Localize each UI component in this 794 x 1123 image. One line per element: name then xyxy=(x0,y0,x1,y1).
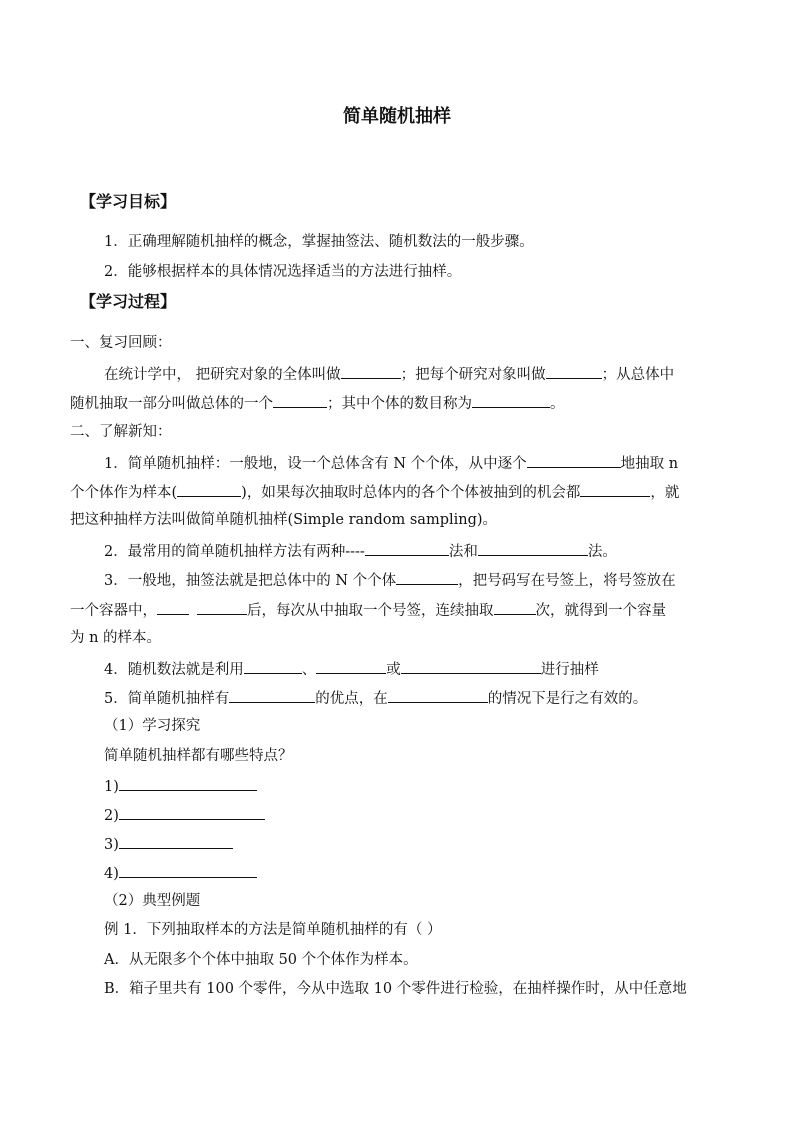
blank-feature-2 xyxy=(119,804,265,820)
item1-text-e: ，就 xyxy=(650,485,680,501)
objectives-heading: 【学习目标】 xyxy=(80,192,177,211)
example-1-question: 例 1．下列抽取样本的方法是简单随机抽样的有（ ） xyxy=(104,922,442,938)
example-1-option-a: A．从无限多个个体中抽取 50 个个体作为样本。 xyxy=(104,952,418,968)
blank-times xyxy=(494,599,536,615)
newknow-item1-line2 xyxy=(70,481,679,503)
item2-text-c: 法。 xyxy=(587,544,617,560)
newknow-item1-line3: 把这种抽样方法叫做简单随机抽样(Simple random sampling)。 xyxy=(70,512,498,528)
blank-sample-note xyxy=(177,481,241,497)
blank-tool-2 xyxy=(316,658,386,674)
review-text-1c: ；从总体中 xyxy=(601,367,675,383)
feature-label-4: 4) xyxy=(104,866,119,882)
feature-label-1: 1) xyxy=(104,779,119,795)
review-text-1b: ；把每个研究对象叫做 xyxy=(400,367,546,383)
feature-line-4 xyxy=(104,862,257,884)
blank-tool-1 xyxy=(244,658,302,674)
item2-text-b: 法和 xyxy=(448,544,478,560)
item2-text-a: 2．最常用的简单随机抽样方法有两种---- xyxy=(104,544,365,560)
newknow-item2 xyxy=(104,540,617,562)
blank-tool-3 xyxy=(401,658,541,674)
feature-label-3: 3) xyxy=(104,837,119,853)
blank-individual xyxy=(546,363,602,379)
newknow-item5 xyxy=(104,687,647,709)
newknow-item4 xyxy=(104,658,599,680)
item3-text-a: 3．一般地，抽签法就是把总体中的 N 个个体 xyxy=(104,573,397,589)
item5-text-c: 的情况下是行之有效的。 xyxy=(487,691,648,707)
blank-feature-4 xyxy=(119,862,257,878)
example-1-option-b: B．箱子里共有 100 个零件，今从中选取 10 个零件进行检验，在抽样操作时，从中任意地 xyxy=(104,981,687,997)
objective-item-1: 1．正确理解随机抽样的概念，掌握抽签法、随机数法的一般步骤。 xyxy=(104,234,534,250)
blank-condition xyxy=(388,687,488,703)
examples-heading: （2）典型例题 xyxy=(104,893,201,909)
review-paragraph-line2 xyxy=(70,392,565,414)
blank-one-by-one xyxy=(527,452,621,468)
blank-population xyxy=(341,363,401,379)
document-title: 简单随机抽样 xyxy=(343,106,451,127)
feature-line-2 xyxy=(104,804,265,826)
item3-text-d: 后，每次从中抽取一个号签，连续抽取 xyxy=(247,603,494,619)
item1-text-d: )，如果每次抽取时总体内的各个个体被抽到的机会都 xyxy=(241,485,581,501)
item1-text-c: 个个体作为样本( xyxy=(70,485,178,501)
newknow-item3-line1 xyxy=(104,569,676,591)
blank-method-1 xyxy=(365,540,449,556)
blank-sample xyxy=(273,392,327,408)
newknow-item3-line2 xyxy=(70,599,666,621)
blank-stir-2 xyxy=(197,599,247,615)
item4-text-d: 进行抽样 xyxy=(540,662,599,678)
objective-item-2: 2．能够根据样本的具体情况选择适当的方法进行抽样。 xyxy=(104,264,462,280)
explore-question: 简单随机抽样都有哪些特点？ xyxy=(104,748,293,764)
feature-line-3 xyxy=(104,833,233,855)
blank-equal-chance xyxy=(580,481,650,497)
item3-text-b: ，把号码写在号签上，将号签放在 xyxy=(458,573,676,589)
newknow-item3-line3: 为 n 的样本。 xyxy=(70,630,162,646)
item4-text-b: 、 xyxy=(301,662,317,678)
blank-feature-3 xyxy=(119,833,233,849)
newknow-item1-line1 xyxy=(104,452,678,474)
item5-text-b: 的优点，在 xyxy=(315,691,388,707)
item4-text-a: 4．随机数法就是利用 xyxy=(104,662,244,678)
item1-text-b: 地抽取 n xyxy=(620,456,679,472)
feature-line-1 xyxy=(104,775,257,797)
item3-text-e: 次，就得到一个容量 xyxy=(535,603,666,619)
review-text-2a: 随机抽取一部分叫做总体的一个 xyxy=(70,396,273,412)
review-heading: 一、复习回顾： xyxy=(70,335,172,351)
item4-text-c: 或 xyxy=(386,662,401,678)
item1-text-a: 1．简单随机抽样：一般地，设一个总体含有 N 个个体，从中逐个 xyxy=(104,456,527,472)
blank-numbering xyxy=(396,569,458,585)
process-heading: 【学习过程】 xyxy=(80,292,177,311)
review-text-1a: 在统计学中， 把研究对象的全体叫做 xyxy=(104,367,341,383)
item5-text-a: 5．简单随机抽样有 xyxy=(104,691,230,707)
newknow-heading: 二、了解新知： xyxy=(70,424,172,440)
review-text-2c: 。 xyxy=(550,396,565,412)
blank-feature-1 xyxy=(119,775,257,791)
blank-method-2 xyxy=(478,540,588,556)
feature-label-2: 2) xyxy=(104,808,119,824)
blank-stir-1 xyxy=(157,599,189,615)
review-paragraph-line1 xyxy=(104,363,674,385)
blank-advantage xyxy=(229,687,315,703)
review-text-2b: ；其中个体的数目称为 xyxy=(327,396,472,412)
blank-sample-size xyxy=(472,392,550,408)
explore-heading: （1）学习探究 xyxy=(104,718,201,734)
item3-text-c: 一个容器中， xyxy=(70,603,157,619)
